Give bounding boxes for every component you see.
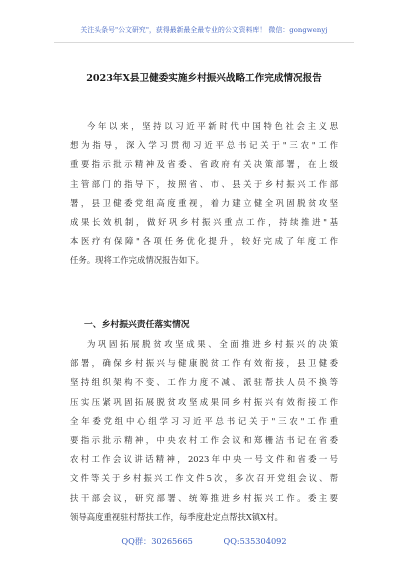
paragraph-line: 全年委党组中心组学习习近平总书记关于"三农"工作重 xyxy=(70,415,338,426)
paragraph-line: 扶干部会议，研究部署、统筹推进乡村振兴工作。委主要 xyxy=(70,492,338,503)
paragraph-line: 想为指导，深入学习贯彻习近平总书记关于"三农"工作 xyxy=(70,140,338,151)
paragraph-line: 重要指示批示精神及省委、省政府有关决策部署，在上级 xyxy=(70,159,338,170)
footer-qq-group: QQ群：30265665 xyxy=(121,536,193,546)
paragraph-line: 压实压紧巩固拓展脱贫攻坚成果同乡村振兴有效衔接工作 xyxy=(70,396,338,407)
paragraph-line: 坚持组织架构不变、工作力度不减、派驻帮扶人员不换等 xyxy=(70,377,338,388)
paragraph-line: 主管部门的指导下，按照省、市、县关于乡村振兴工作部 xyxy=(70,178,338,189)
paragraph-section1 xyxy=(70,335,338,527)
paragraph-line: 农村工作会议讲话精神，2023年中央一号文件和省委一号 xyxy=(70,454,338,465)
paragraph-line: 部署，确保乡村振兴与健康脱贫工作有效衔接，县卫健委 xyxy=(70,358,338,369)
footer-qq: QQ:535304092 xyxy=(223,536,287,546)
header-divider xyxy=(54,42,354,43)
header-banner: 关注头条号"公文研究"，获得最新最全最专业的公文资料库！ 微信：gongwenyj xyxy=(80,26,328,34)
paragraph-line: 领导高度重视驻村帮扶工作，每季度赴定点帮扶X镇X村。 xyxy=(70,511,283,522)
paragraph-line: 成果长效机制，做好巩乡村振兴重点工作，持续推进"基 xyxy=(70,216,338,227)
paragraph-line: 今年以来，坚持以习近平新时代中国特色社会主义思 xyxy=(87,121,338,131)
paragraph-line: 署，县卫健委党组高度重视，着力建立健全巩固脱贫攻坚 xyxy=(70,197,338,208)
paragraph-line: 为巩固拓展脱贫攻坚成果、全面推进乡村振兴的决策 xyxy=(87,339,338,349)
paragraph-line: 任务。现将工作完成情况报告如下。 xyxy=(70,255,204,266)
section-heading: 一、乡村振兴责任落实情况 xyxy=(84,320,190,330)
paragraph-line: 文件等关于乡村振兴工作文件5次，多次召开党组会议、帮 xyxy=(70,473,338,484)
paragraph-line: 本医疗有保障"各项任务优化提升，较好完成了年度工作 xyxy=(70,236,338,247)
paragraph-intro xyxy=(70,117,338,271)
footer-contact xyxy=(0,536,408,547)
document-title: 2023年X县卫健委实施乡村振兴战略工作完成情况报告 xyxy=(86,73,322,84)
paragraph-line: 要指示批示精神，中央农村工作会议和郑栅洁书记在省委 xyxy=(70,434,338,445)
